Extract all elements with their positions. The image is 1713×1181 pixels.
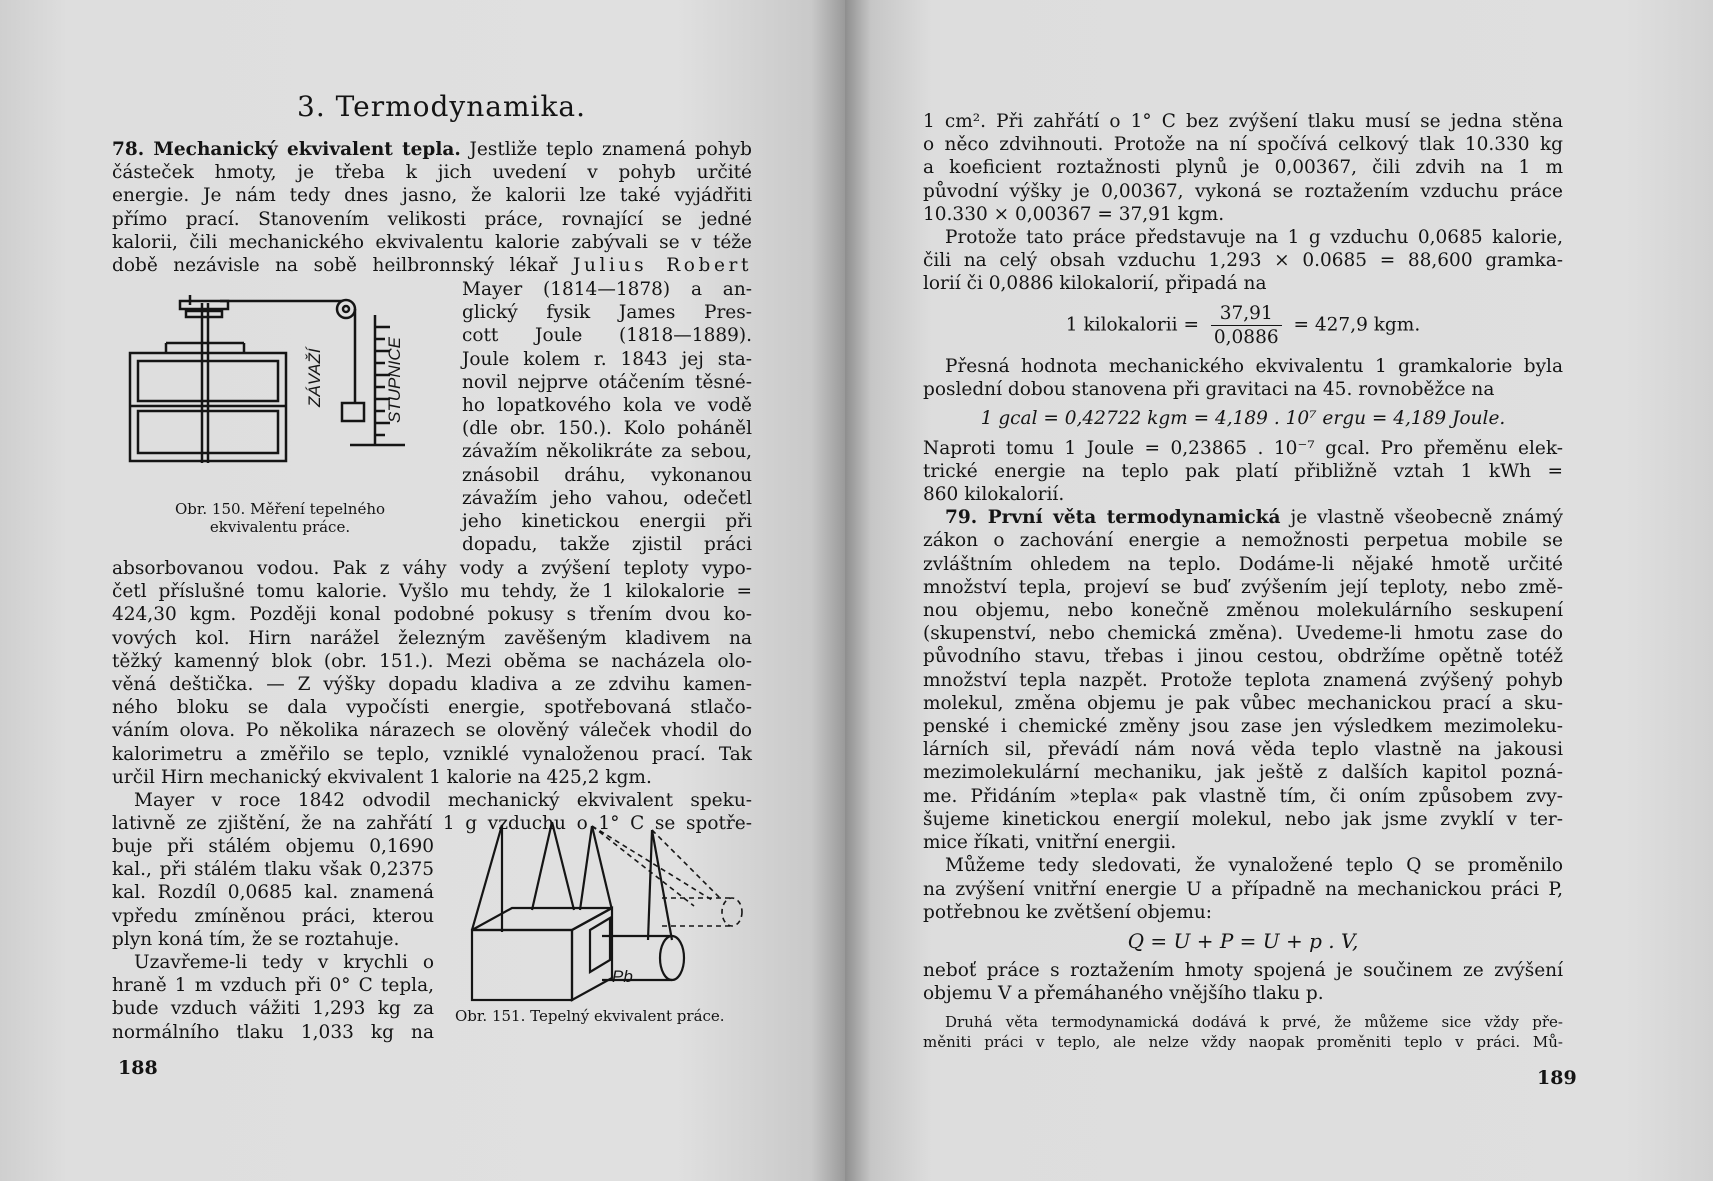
text-line: četl příslušné tomu kalorie. Vyšlo mu tehdy, že 1 kilokalorie = <box>112 581 752 603</box>
text-line: a koeficient roztažnosti plynů je 0,00367, čili zdvih na 1 m <box>923 157 1563 179</box>
text-line: normálního tlaku 1,033 kg na <box>112 1021 434 1043</box>
text-line: lárních sil, převádí nám nová věda teplo vlastně na jakousi <box>923 739 1563 761</box>
text-line: množství tepla, projeví se buď zvýšením její teploty, nebo změ- <box>923 576 1563 598</box>
text-line: původního stavu, třebas i jinou cestou, obdržíme opětně totéž <box>923 646 1563 668</box>
page-number-left: 188 <box>118 1057 158 1079</box>
text-line: mezimolekulární mechaniku, jak ještě z dalších kapitol pozná- <box>923 762 1563 784</box>
text-line: bude vzduch vážiti 1,293 kg za <box>112 998 434 1020</box>
name-julius-robert: Julius Robert <box>572 255 752 277</box>
fig151-caption: Obr. 151. Tepelný ekvivalent práce. <box>455 1007 725 1025</box>
chapter-title: 3. Termodynamika. <box>297 90 587 123</box>
text-line: kalorii, čili mechanického ekvivalentu kalorie zabývali se v téže <box>112 231 752 253</box>
text-line: (skupenství, nebo chemická změna). Uvedeme-li hmotu zase do <box>923 623 1563 645</box>
text-line: určil Hirn mechanický ekvivalent 1 kalorie na 425,2 kgm. <box>112 766 652 788</box>
text-line: 79. První věta termodynamická je vlastně všeobecně známý <box>945 507 1563 529</box>
text-line: 10.330 × 0,00367 = 37,91 kgm. <box>923 203 1225 225</box>
text-line: měniti práci v teplo, ale nelze vždy naopak proměniti teplo v práci. Mů- <box>923 1032 1563 1051</box>
page-number-right: 189 <box>1537 1067 1577 1089</box>
text-line: penské i chemické změny jsou zase jen výsledkem mezimoleku- <box>923 716 1563 738</box>
text-line: Joule kolem r. 1843 jej sta- <box>462 348 752 370</box>
text-line: závažím jeho vahou, odečetl <box>462 487 752 509</box>
text-line: o něco zdvihnouti. Protože na ní spočívá celkový tlak 10.330 kg <box>923 134 1563 156</box>
text-line: zvláštním ohledem na teplo. Dodáme-li nějaké hmotě určité <box>923 553 1563 575</box>
equation-first-law: Q = U + P = U + p . V, <box>1127 928 1359 953</box>
footnote <box>923 1012 1563 1052</box>
text-line: trické energie na teplo pak platí přibližně vztah 1 kWh = <box>923 460 1563 482</box>
text-line: poslední dobou stanovena při gravitaci na 45. rovnoběžce na <box>923 379 1495 401</box>
text-line: jeho kinetickou energii při <box>462 511 752 533</box>
text-line: 78. Mechanický ekvivalent tepla. Jestliže teplo znamená pohyb <box>112 139 753 160</box>
text-line: energie. Je nám tedy dnes jasno, že kalorii lze také vyjádřiti <box>112 185 752 207</box>
text-line: Mayer v roce 1842 odvodil mechanický ekvivalent speku- <box>134 790 752 812</box>
text-line: novil nejprve otáčením těsné- <box>462 371 752 393</box>
text-line: čili na celý obsah vzduchu 1,293 × 0.0685 = 88,600 gramka- <box>923 250 1563 272</box>
left-page <box>0 0 845 1181</box>
text-line: molekul, změna objemu je pak vůbec mechanickou prací a sku- <box>923 692 1563 714</box>
figure-151 <box>462 820 762 1005</box>
text-line: kal. Rozdíl 0,0685 kal. znamená <box>112 882 434 904</box>
section78-intro <box>112 138 752 277</box>
text-line: ho lopatkového kola ve vodě <box>462 395 752 417</box>
text-line: objemu V a přemáhaného vnějšího tlaku p. <box>923 983 1324 1005</box>
fig150-caption: Obr. 150. Měření tepelného ekvivalentu práce. <box>174 500 386 536</box>
text-line: době nezávisle na sobě heilbronnský lékař Julius Robert <box>112 255 752 277</box>
text-line: buje při stálém objemu 0,1690 <box>112 836 434 857</box>
text-line: lativně ze zjištění, že na zahřátí 1 g vzduchu o 1° C se spotře- <box>112 813 752 835</box>
text-line: neboť práce s roztažením hmoty spojená je součinem ze zvýšení <box>923 960 1563 982</box>
text-line: Naproti tomu 1 Joule = 0,23865 . 10⁻⁷ gcal. Pro přeměnu elek- <box>923 437 1563 459</box>
equation-gcal: 1 gcal = 0,42722 kgm = 4,189 . 10⁷ ergu = 4,189 Joule. <box>980 408 1506 430</box>
text-line: Druhá věta termodynamická dodává k prvé, že můžeme sice vždy pře- <box>945 1012 1563 1031</box>
text-line: Protože tato práce představuje na 1 g vzduchu 0,0685 kalorie, <box>945 227 1563 249</box>
text-line: těžký kamenný blok (obr. 151.). Mezi oběma se nacházela olo- <box>112 650 752 672</box>
text-line: 860 kilokalorií. <box>923 484 1065 506</box>
text-line: Uzavřeme-li tedy v krychli o <box>134 952 434 974</box>
text-line: závažím několikráte za sebou, <box>462 441 752 463</box>
right-page-text <box>923 110 1563 1052</box>
text-line: šujeme kinetickou energií molekul, nebo jak jsme zvyklí v ter- <box>923 808 1563 830</box>
fraction: $\frac{37,91}{0,0886}$ <box>1211 302 1282 349</box>
text-line: kal., při stálém tlaku však 0,2375 <box>112 859 434 881</box>
label-pb: Pb <box>612 967 633 986</box>
right-page <box>845 0 1713 1181</box>
text-line: Přesná hodnota mechanického ekvivalentu 1 gramkalorie byla <box>945 356 1563 378</box>
text-line: znásobil dráhu, vykonanou <box>462 464 752 486</box>
text-line: vpředu zmíněnou práci, kterou <box>112 905 434 927</box>
text-line: 1 cm². Při zahřátí o 1° C bez zvýšení tlaku musí se jedna stěna <box>923 111 1563 132</box>
text-line: hraně 1 m vzduch při 0° C tepla, <box>112 975 434 997</box>
text-line: plyn koná tím, že se roztahuje. <box>112 928 400 950</box>
text-line: množství tepla nazpět. Protože teplota znamená zvýšený pohyb <box>923 669 1563 691</box>
text-line: dopadu, takže zjistil práci <box>462 534 752 556</box>
text-line: vových kol. Hirn narážel železným zavěšeným kladivem na <box>112 627 752 649</box>
text-line: glický fysik James Pres- <box>462 302 752 324</box>
text-line: Mayer (1814—1878) a an- <box>462 279 752 300</box>
text-line: me. Přidáním »tepla« pak vlastně tím, či oním způsobem zvy- <box>923 785 1563 807</box>
section78-heading: 78. Mechanický ekvivalent tepla. <box>112 139 461 160</box>
text-line: částeček hmoty, je třeba k jich uvedení v pohyb určité <box>112 162 752 184</box>
text-line: mice říkati, vnitřní energii. <box>923 832 1177 854</box>
text-line: potřebnou ke zvětšení objemu: <box>923 901 1213 923</box>
label-zavazi: ZÁVAŽÍ <box>305 348 324 407</box>
figure-150 <box>120 295 440 495</box>
text-line: přímo prací. Stanovením velikosti práce, rovnající se jedné <box>112 208 752 230</box>
text-line: ného bloku se dala vypočísti energie, spotřebovaná stlačo- <box>112 697 752 719</box>
equation-kilokalorie: 1 kilokalorii = $\frac{37,91}{0,0886}$ = 427,9 kgm. <box>1065 302 1421 348</box>
text-line: věná deštička. — Z výšky dopadu kladiva a ze zdvihu kamen- <box>112 674 752 696</box>
text-line: Můžeme tedy sledovati, že vynaložené teplo Q se proměnilo <box>945 855 1563 877</box>
fig151-wrap-text <box>112 835 434 1044</box>
text-line: váním olova. Po několika nárazech se olověný váleček vhodil do <box>112 720 752 742</box>
text-line: zákon o zachování energie a nemožnosti perpetua mobile se <box>923 530 1563 552</box>
section79-heading: 79. První věta termodynamická <box>945 507 1281 529</box>
text-line: lorií či 0,0886 kilokalorií, připadá na <box>923 273 1267 295</box>
text-line: 424,30 kgm. Později konal podobné pokusy s třením dvou ko- <box>112 604 752 626</box>
text-line: původní výšky je 0,00367, vykoná se roztažením vzduchu práce <box>923 180 1563 202</box>
fig150-wrap-text <box>462 278 752 556</box>
text-line: na zvýšení vnitřní energie U a případně na mechanickou práci P, <box>923 878 1563 900</box>
section78-middle <box>112 557 752 835</box>
text-line: kalorimetru a změřilo se teplo, vzniklé vynaloženou prací. Tak <box>112 743 752 765</box>
text-line: absorbovanou vodou. Pak z váhy vody a zvýšení teploty vypo- <box>112 558 752 579</box>
text-line: nou objemu, nebo konečně změnou molekulárního seskupení <box>923 600 1563 622</box>
label-stupnice: STUPNICE <box>385 337 404 423</box>
text-line: (dle obr. 150.). Kolo poháněl <box>462 418 752 440</box>
text-line: cott Joule (1818—1889). <box>462 325 752 347</box>
